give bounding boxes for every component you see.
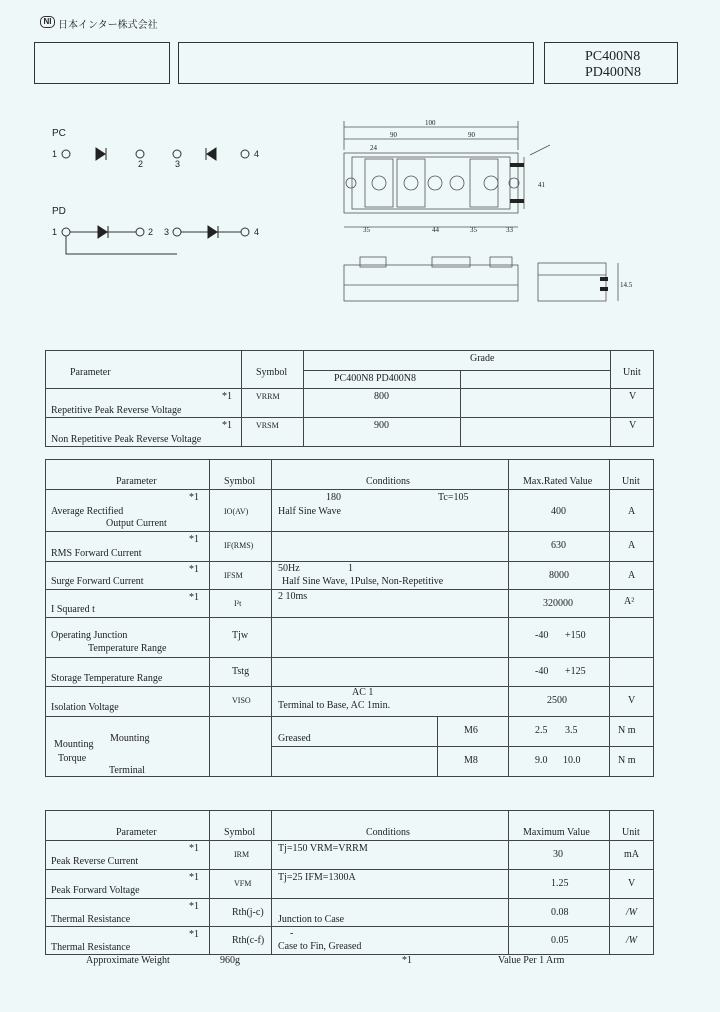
pd-terminal-1: 1 (52, 227, 58, 237)
torque-min-2: 9.0 (535, 755, 548, 766)
t2-value-6b: +125 (565, 666, 586, 677)
t3-unit-3: /W (626, 907, 638, 918)
footnote-text: Value Per 1 Arm (498, 955, 565, 966)
pc-terminal-4: 4 (254, 149, 260, 159)
t2-symbol-2: IF(RMS) (224, 541, 254, 550)
part-number-pc: PC400N8 (585, 49, 641, 64)
t1-grade-header: Grade (470, 353, 495, 364)
pd-terminal-2: 2 (148, 227, 154, 237)
torque-max-2: 10.0 (563, 755, 581, 766)
t3-value-2: 1.25 (551, 878, 569, 889)
weight-value: 960g (220, 955, 240, 966)
t3-symbol-header: Symbol (224, 827, 256, 838)
torque-thread-1: M6 (464, 725, 478, 736)
t2-value-5a: -40 (535, 630, 549, 641)
t1-value-2: 900 (374, 420, 389, 431)
t3-param-header: Parameter (116, 827, 157, 838)
t2-note-1: *1 (189, 492, 199, 503)
t3-note-1: *1 (189, 843, 199, 854)
t1-note-1: *1 (222, 391, 232, 402)
dim-side: 14.5 (620, 281, 633, 289)
t3-value-1: 30 (553, 849, 563, 860)
t2-param-2: RMS Forward Current (51, 548, 142, 559)
t2-value-4: 320000 (543, 598, 573, 609)
t2-symbol-5: Tjw (232, 630, 249, 641)
t2-cond-1a: 180 (326, 492, 341, 503)
dim-bottom-3: 35 (470, 226, 477, 234)
t2-note-3: *1 (189, 564, 199, 575)
t2-unit-1: A (628, 506, 636, 517)
t3-value-4: 0.05 (551, 935, 569, 946)
dim-bottom-4: 33 (506, 226, 513, 234)
torque-min-1: 2.5 (535, 725, 548, 736)
t3-param-2: Peak Forward Voltage (51, 885, 140, 896)
t2-unit-header: Unit (622, 476, 640, 487)
rating-table-voltage (45, 350, 654, 447)
t3-unit-2: V (628, 878, 636, 889)
t1-symbol-1: VRRM (256, 392, 280, 401)
t2-cond-7a: AC 1 (352, 687, 374, 698)
dim-bottom-2: 44 (432, 226, 439, 234)
t3-value-header: Maximum Value (523, 827, 590, 838)
torque-cond-1: Greased (278, 733, 311, 744)
t2-param-3: Surge Forward Current (51, 576, 144, 587)
pd-terminal-4: 4 (254, 227, 260, 237)
t3-param-3: Thermal Resistance (51, 914, 131, 925)
t2-value-2: 630 (551, 540, 566, 551)
t3-unit-4: /W (626, 935, 638, 946)
pd-circuit-label: PD (52, 206, 66, 217)
torque-label-2: Torque (58, 753, 87, 764)
package-outline (330, 115, 650, 315)
t2-param-5b: Temperature Range (88, 643, 167, 654)
t2-value-header: Max.Rated Value (523, 476, 593, 487)
t2-symbol-1: IO(AV) (224, 507, 249, 516)
dim-left-offset: 24 (370, 144, 377, 152)
t2-param-6: Storage Temperature Range (51, 673, 163, 684)
t2-symbol-header: Symbol (224, 476, 256, 487)
torque-unit-2: N m (618, 755, 636, 766)
t1-symbol-2: VRSM (256, 421, 279, 430)
torque-max-1: 3.5 (565, 725, 578, 736)
t1-grade-sub: PC400N8 PD400N8 (334, 372, 416, 384)
t3-symbol-4: Rth(c-f) (232, 935, 265, 946)
t2-cond-3a: 50Hz (278, 563, 300, 574)
dim-segment-2: 90 (468, 131, 475, 139)
t2-param-1b: Output Current (106, 518, 167, 529)
t2-unit-7: V (628, 695, 636, 706)
t3-cond-1: Tj=150 VRM=VRRM (278, 843, 368, 854)
dim-segment-1: 90 (390, 131, 397, 139)
t3-cond-3: Junction to Case (278, 914, 345, 925)
torque-label-1: Mounting (54, 739, 94, 750)
t2-param-7: Isolation Voltage (51, 702, 119, 713)
company-name: 日本インター株式会社 (58, 20, 158, 31)
t1-param-2: Non Repetitive Peak Reverse Voltage (51, 434, 202, 445)
t2-param-5a: Operating Junction (51, 630, 128, 641)
pd-terminal-3: 3 (164, 227, 170, 237)
part-number-pd: PD400N8 (585, 65, 642, 80)
t2-cond-3b: 1 (348, 563, 353, 574)
t3-note-3: *1 (189, 901, 199, 912)
t2-value-7: 2500 (547, 695, 567, 706)
t2-symbol-4: I²t (234, 599, 242, 608)
footnote-mark: *1 (402, 955, 412, 966)
pc-circuit-label: PC (52, 128, 66, 139)
t2-value-6a: -40 (535, 666, 549, 677)
t1-note-2: *1 (222, 420, 232, 431)
t1-param-1: Repetitive Peak Reverse Voltage (51, 405, 182, 416)
t3-cond-4a: - (290, 928, 294, 939)
t3-note-2: *1 (189, 872, 199, 883)
dim-bottom-1: 35 (363, 226, 370, 234)
torque-mounting: Mounting (110, 733, 150, 744)
t2-symbol-6: Tstg (232, 666, 250, 677)
t3-cond-4b: Case to Fin, Greased (278, 941, 362, 952)
pc-terminal-1: 1 (52, 149, 58, 159)
t1-value-1: 800 (374, 391, 389, 402)
t2-cond-header: Conditions (366, 476, 410, 487)
t2-note-4: *1 (189, 592, 199, 603)
pc-terminal-3: 3 (175, 159, 181, 169)
t2-symbol-7: VISO (232, 696, 251, 705)
pc-terminal-2: 2 (138, 159, 144, 169)
t2-symbol-3: IFSM (224, 571, 243, 580)
torque-unit-1: N m (618, 725, 636, 736)
characteristics-table (45, 810, 654, 955)
t3-cond-2: Tj=25 IFM=1300A (278, 872, 356, 883)
t2-cond-1b: Tc=105 (438, 492, 469, 503)
t3-param-1: Peak Reverse Current (51, 856, 139, 867)
company-logo: NI (40, 16, 55, 28)
t1-symbol-header: Symbol (256, 367, 288, 378)
t2-value-1: 400 (551, 506, 566, 517)
t3-unit-1: mA (624, 849, 639, 860)
t3-symbol-2: VFM (234, 879, 252, 888)
t3-value-3: 0.08 (551, 907, 569, 918)
t2-cond-7b: Terminal to Base, AC 1min. (278, 700, 391, 711)
t2-unit-4: A² (624, 596, 635, 607)
t3-note-4: *1 (189, 929, 199, 940)
t2-param-4: I Squared t (51, 604, 95, 615)
rating-table-current (45, 459, 654, 777)
t3-cond-header: Conditions (366, 827, 410, 838)
t1-unit-header: Unit (623, 367, 641, 378)
t2-cond-3c: Half Sine Wave, 1Pulse, Non-Repetitive (282, 576, 444, 587)
t2-param-header: Parameter (116, 476, 157, 487)
dim-overall: 100 (425, 119, 436, 127)
t3-unit-header: Unit (622, 827, 640, 838)
t2-unit-3: A (628, 570, 636, 581)
t2-value-3: 8000 (549, 570, 569, 581)
t2-unit-2: A (628, 540, 636, 551)
t2-note-2: *1 (189, 534, 199, 545)
dim-height: 41 (538, 181, 545, 189)
t3-symbol-1: IRM (234, 850, 250, 859)
t3-symbol-3: Rth(j-c) (232, 907, 264, 918)
t1-unit-2: V (629, 420, 637, 431)
torque-terminal: Terminal (109, 765, 145, 776)
t2-value-5b: +150 (565, 630, 586, 641)
torque-thread-2: M8 (464, 755, 478, 766)
t1-param-header: Parameter (70, 367, 111, 378)
t2-cond-4: 2 10ms (278, 591, 308, 602)
t2-cond-1c: Half Sine Wave (278, 506, 341, 517)
t3-param-4: Thermal Resistance (51, 942, 131, 953)
t1-unit-1: V (629, 391, 637, 402)
weight-label: Approximate Weight (86, 955, 170, 966)
t2-param-1a: Average Rectified (51, 506, 124, 517)
